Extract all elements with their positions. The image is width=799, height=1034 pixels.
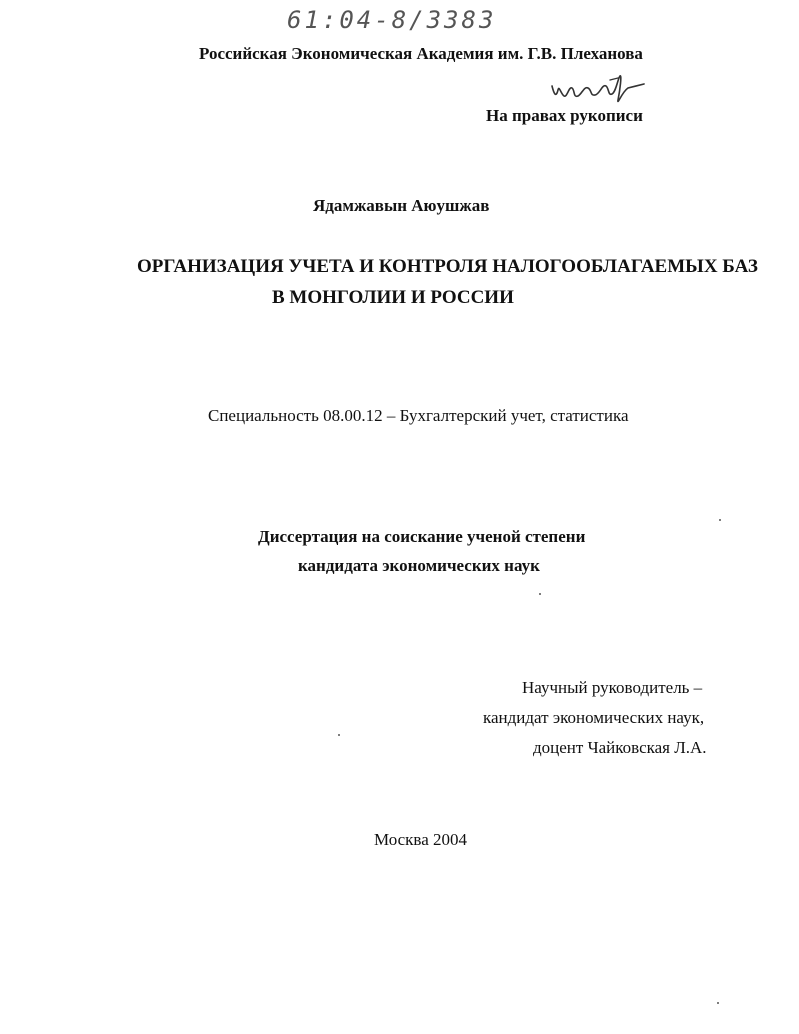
supervisor-line-2: кандидат экономических наук, <box>483 708 705 727</box>
city-year: Москва 2004 <box>374 830 468 849</box>
dissertation-title-line-1: ОРГАНИЗАЦИЯ УЧЕТА И КОНТРОЛЯ НАЛОГООБЛАГАЕМЫХ БАЗ <box>137 256 758 277</box>
dissertation-title-line-2: В МОНГОЛИИ И РОССИИ <box>272 287 514 308</box>
scan-speck <box>719 519 721 521</box>
supervisor-line-1: Научный руководитель – <box>522 678 703 697</box>
author-name: Ядамжавын Аюушжав <box>313 196 490 215</box>
institution-name: Российская Экономическая Академия им. Г.В. Плеханова <box>199 44 643 63</box>
degree-line-2: кандидата экономических наук <box>298 556 540 575</box>
scan-speck <box>338 734 340 736</box>
archive-number-stamp: 61:04-8/3383 <box>287 6 497 34</box>
scan-speck <box>717 1002 719 1004</box>
scan-speck <box>539 593 541 595</box>
degree-line-1: Диссертация на соискание ученой степени <box>258 527 586 546</box>
manuscript-rights-note: На правах рукописи <box>486 106 643 125</box>
specialty-line: Специальность 08.00.12 – Бухгалтерский учет, статистика <box>208 406 629 425</box>
supervisor-line-3: доцент Чайковская Л.А. <box>533 738 707 757</box>
